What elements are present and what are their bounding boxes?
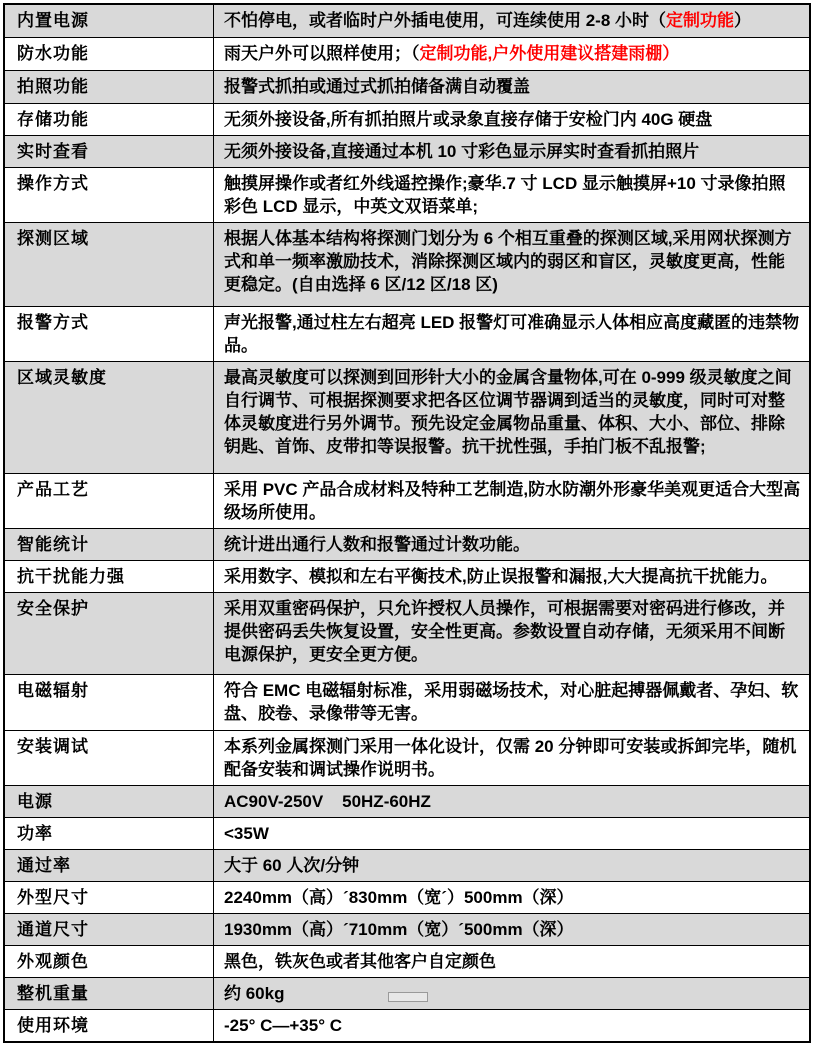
spec-value bbox=[214, 817, 811, 849]
spec-label: 通过率 bbox=[4, 849, 214, 881]
value-segment: <35W bbox=[224, 823, 269, 843]
table-row bbox=[4, 730, 810, 785]
spec-label: 防水功能 bbox=[4, 37, 214, 70]
value-segment: 2240mm（高）´830mm（宽´）500mm（深） bbox=[224, 887, 574, 907]
value-segment: 最高灵敏度可以探测到回形针大小的金属含量物体,可在 0-999 级灵敏度之间自行调节、可根据探测要求把各区位调节器调到适当的灵敏度，同时可对整体灵敏度进行另外调节。预先设定金属物品重量、体积、大小、部位、排除钥匙、首饰、皮带扣等误报警。抗干扰性强，手拍门板不乱报警; bbox=[224, 367, 792, 456]
table-row bbox=[4, 473, 810, 528]
value-segment: 报警式抓拍或通过式抓拍储备满自动覆盖 bbox=[224, 76, 530, 96]
table-row bbox=[4, 361, 810, 473]
table-row bbox=[4, 945, 810, 977]
spec-label: 抗干扰能力强 bbox=[4, 560, 214, 592]
spec-label: 探测区域 bbox=[4, 222, 214, 306]
spec-label: 安装调试 bbox=[4, 730, 214, 785]
spec-label: 电源 bbox=[4, 785, 214, 817]
value-segment: 本系列金属探测门采用一体化设计，仅需 20 分钟即可安装或拆卸完毕，随机配备安装和调试操作说明书。 bbox=[224, 736, 797, 779]
spec-value bbox=[214, 103, 811, 135]
table-row bbox=[4, 70, 810, 103]
spec-label: 拍照功能 bbox=[4, 70, 214, 103]
value-segment: 采用双重密码保护，只允许授权人员操作，可根据需要对密码进行修改，并提供密码丢失恢复设置，安全性更高。参数设置自动存储，无须采用不间断电源保护，更安全更方便。 bbox=[224, 598, 785, 664]
table-row bbox=[4, 817, 810, 849]
spec-label: 电磁辐射 bbox=[4, 674, 214, 730]
spec-value bbox=[214, 528, 811, 560]
value-segment: 统计进出通行人数和报警通过计数功能。 bbox=[224, 534, 530, 554]
value-segment: AC90V-250V 50HZ-60HZ bbox=[224, 791, 431, 811]
value-segment: 触摸屏操作或者红外线遥控操作;豪华.7 寸 LCD 显示触摸屏+10 寸录像拍照彩色 LCD 显示，中英文双语菜单; bbox=[224, 173, 786, 216]
value-segment: -25° C—+35° C bbox=[224, 1015, 343, 1035]
spec-label: 智能统计 bbox=[4, 528, 214, 560]
value-segment: 雨天户外可以照样使用；（ bbox=[224, 43, 420, 63]
spec-value bbox=[214, 977, 811, 1009]
value-segment: 无须外接设备,所有抓拍照片或录象直接存储于安检门内 40G 硬盘 bbox=[224, 109, 713, 129]
spec-label: 安全保护 bbox=[4, 592, 214, 674]
table-row bbox=[4, 849, 810, 881]
spec-value bbox=[214, 4, 811, 37]
spec-value bbox=[214, 1009, 811, 1042]
spec-value bbox=[214, 730, 811, 785]
table-row bbox=[4, 103, 810, 135]
value-segment: ） bbox=[734, 11, 752, 30]
spec-label: 产品工艺 bbox=[4, 473, 214, 528]
spec-value bbox=[214, 37, 811, 70]
value-segment: 采用 PVC 产品合成材料及特种工艺制造,防水防潮外形豪华美观更适合大型高级场所使用。 bbox=[224, 479, 801, 522]
table-row bbox=[4, 222, 810, 306]
spec-value bbox=[214, 222, 811, 306]
spec-table-body bbox=[4, 4, 810, 1042]
spec-value bbox=[214, 70, 811, 103]
spec-label: 功率 bbox=[4, 817, 214, 849]
spec-label: 外型尺寸 bbox=[4, 881, 214, 913]
spec-value bbox=[214, 473, 811, 528]
spec-value bbox=[214, 560, 811, 592]
table-row bbox=[4, 881, 810, 913]
value-segment: 1930mm（高）´710mm（宽）´500mm（深） bbox=[224, 919, 574, 939]
spec-value bbox=[214, 306, 811, 361]
table-row bbox=[4, 4, 810, 37]
spec-label: 操作方式 bbox=[4, 167, 214, 222]
spec-value bbox=[214, 361, 811, 473]
value-segment: 符合 EMC 电磁辐射标准，采用弱磁场技术，对心脏起搏器佩戴者、孕妇、软盘、胶卷、录像带等无害。 bbox=[224, 680, 799, 723]
spec-label: 整机重量 bbox=[4, 977, 214, 1009]
spec-value bbox=[214, 849, 811, 881]
spec-label: 实时查看 bbox=[4, 135, 214, 167]
value-segment: 黑色，铁灰色或者其他客户自定颜色 bbox=[224, 951, 496, 971]
table-row bbox=[4, 913, 810, 945]
value-segment: 不怕停电，或者临时户外插电使用，可连续使用 2-8 小时（ bbox=[224, 11, 667, 30]
value-segment-red: 定制功能 bbox=[666, 11, 735, 30]
table-row bbox=[4, 785, 810, 817]
table-row bbox=[4, 592, 810, 674]
spec-value bbox=[214, 881, 811, 913]
spec-value bbox=[214, 674, 811, 730]
value-segment: 根据人体基本结构将探测门划分为 6 个相互重叠的探测区域,采用网状探测方式和单一频率激励技术，消除探测区域内的弱区和盲区，灵敏度更高，性能更稳定。(自由选择 6 区/12 区/18 区) bbox=[224, 228, 792, 294]
table-row bbox=[4, 135, 810, 167]
value-segment: 无须外接设备,直接通过本机 10 寸彩色显示屏实时查看抓拍照片 bbox=[224, 141, 700, 161]
spec-label: 报警方式 bbox=[4, 306, 214, 361]
table-row bbox=[4, 37, 810, 70]
spec-label: 外观颜色 bbox=[4, 945, 214, 977]
spec-value bbox=[214, 785, 811, 817]
spec-label: 内置电源 bbox=[4, 4, 214, 37]
spec-label: 区域灵敏度 bbox=[4, 361, 214, 473]
table-row bbox=[4, 560, 810, 592]
spec-label: 使用环境 bbox=[4, 1009, 214, 1042]
table-row bbox=[4, 674, 810, 730]
spec-label: 通道尺寸 bbox=[4, 913, 214, 945]
spec-value bbox=[214, 945, 811, 977]
table-row bbox=[4, 306, 810, 361]
value-segment: 大于 60 人次/分钟 bbox=[224, 855, 360, 875]
spec-value bbox=[214, 592, 811, 674]
value-segment: 采用数字、模拟和左右平衡技术,防止误报警和漏报,大大提高抗干扰能力。 bbox=[224, 566, 778, 586]
table-row bbox=[4, 528, 810, 560]
spec-value bbox=[214, 167, 811, 222]
value-segment-red: 定制功能,户外使用建议搭建雨棚） bbox=[419, 43, 680, 63]
table-row bbox=[4, 167, 810, 222]
spec-table bbox=[3, 3, 811, 1043]
value-segment: 声光报警,通过柱左右超亮 LED 报警灯可准确显示人体相应高度藏匿的违禁物品。 bbox=[224, 312, 800, 355]
spec-value bbox=[214, 913, 811, 945]
table-row bbox=[4, 1009, 810, 1042]
page-artifact bbox=[388, 992, 428, 1002]
value-segment: 约 60kg bbox=[224, 983, 285, 1003]
spec-label: 存储功能 bbox=[4, 103, 214, 135]
spec-value bbox=[214, 135, 811, 167]
